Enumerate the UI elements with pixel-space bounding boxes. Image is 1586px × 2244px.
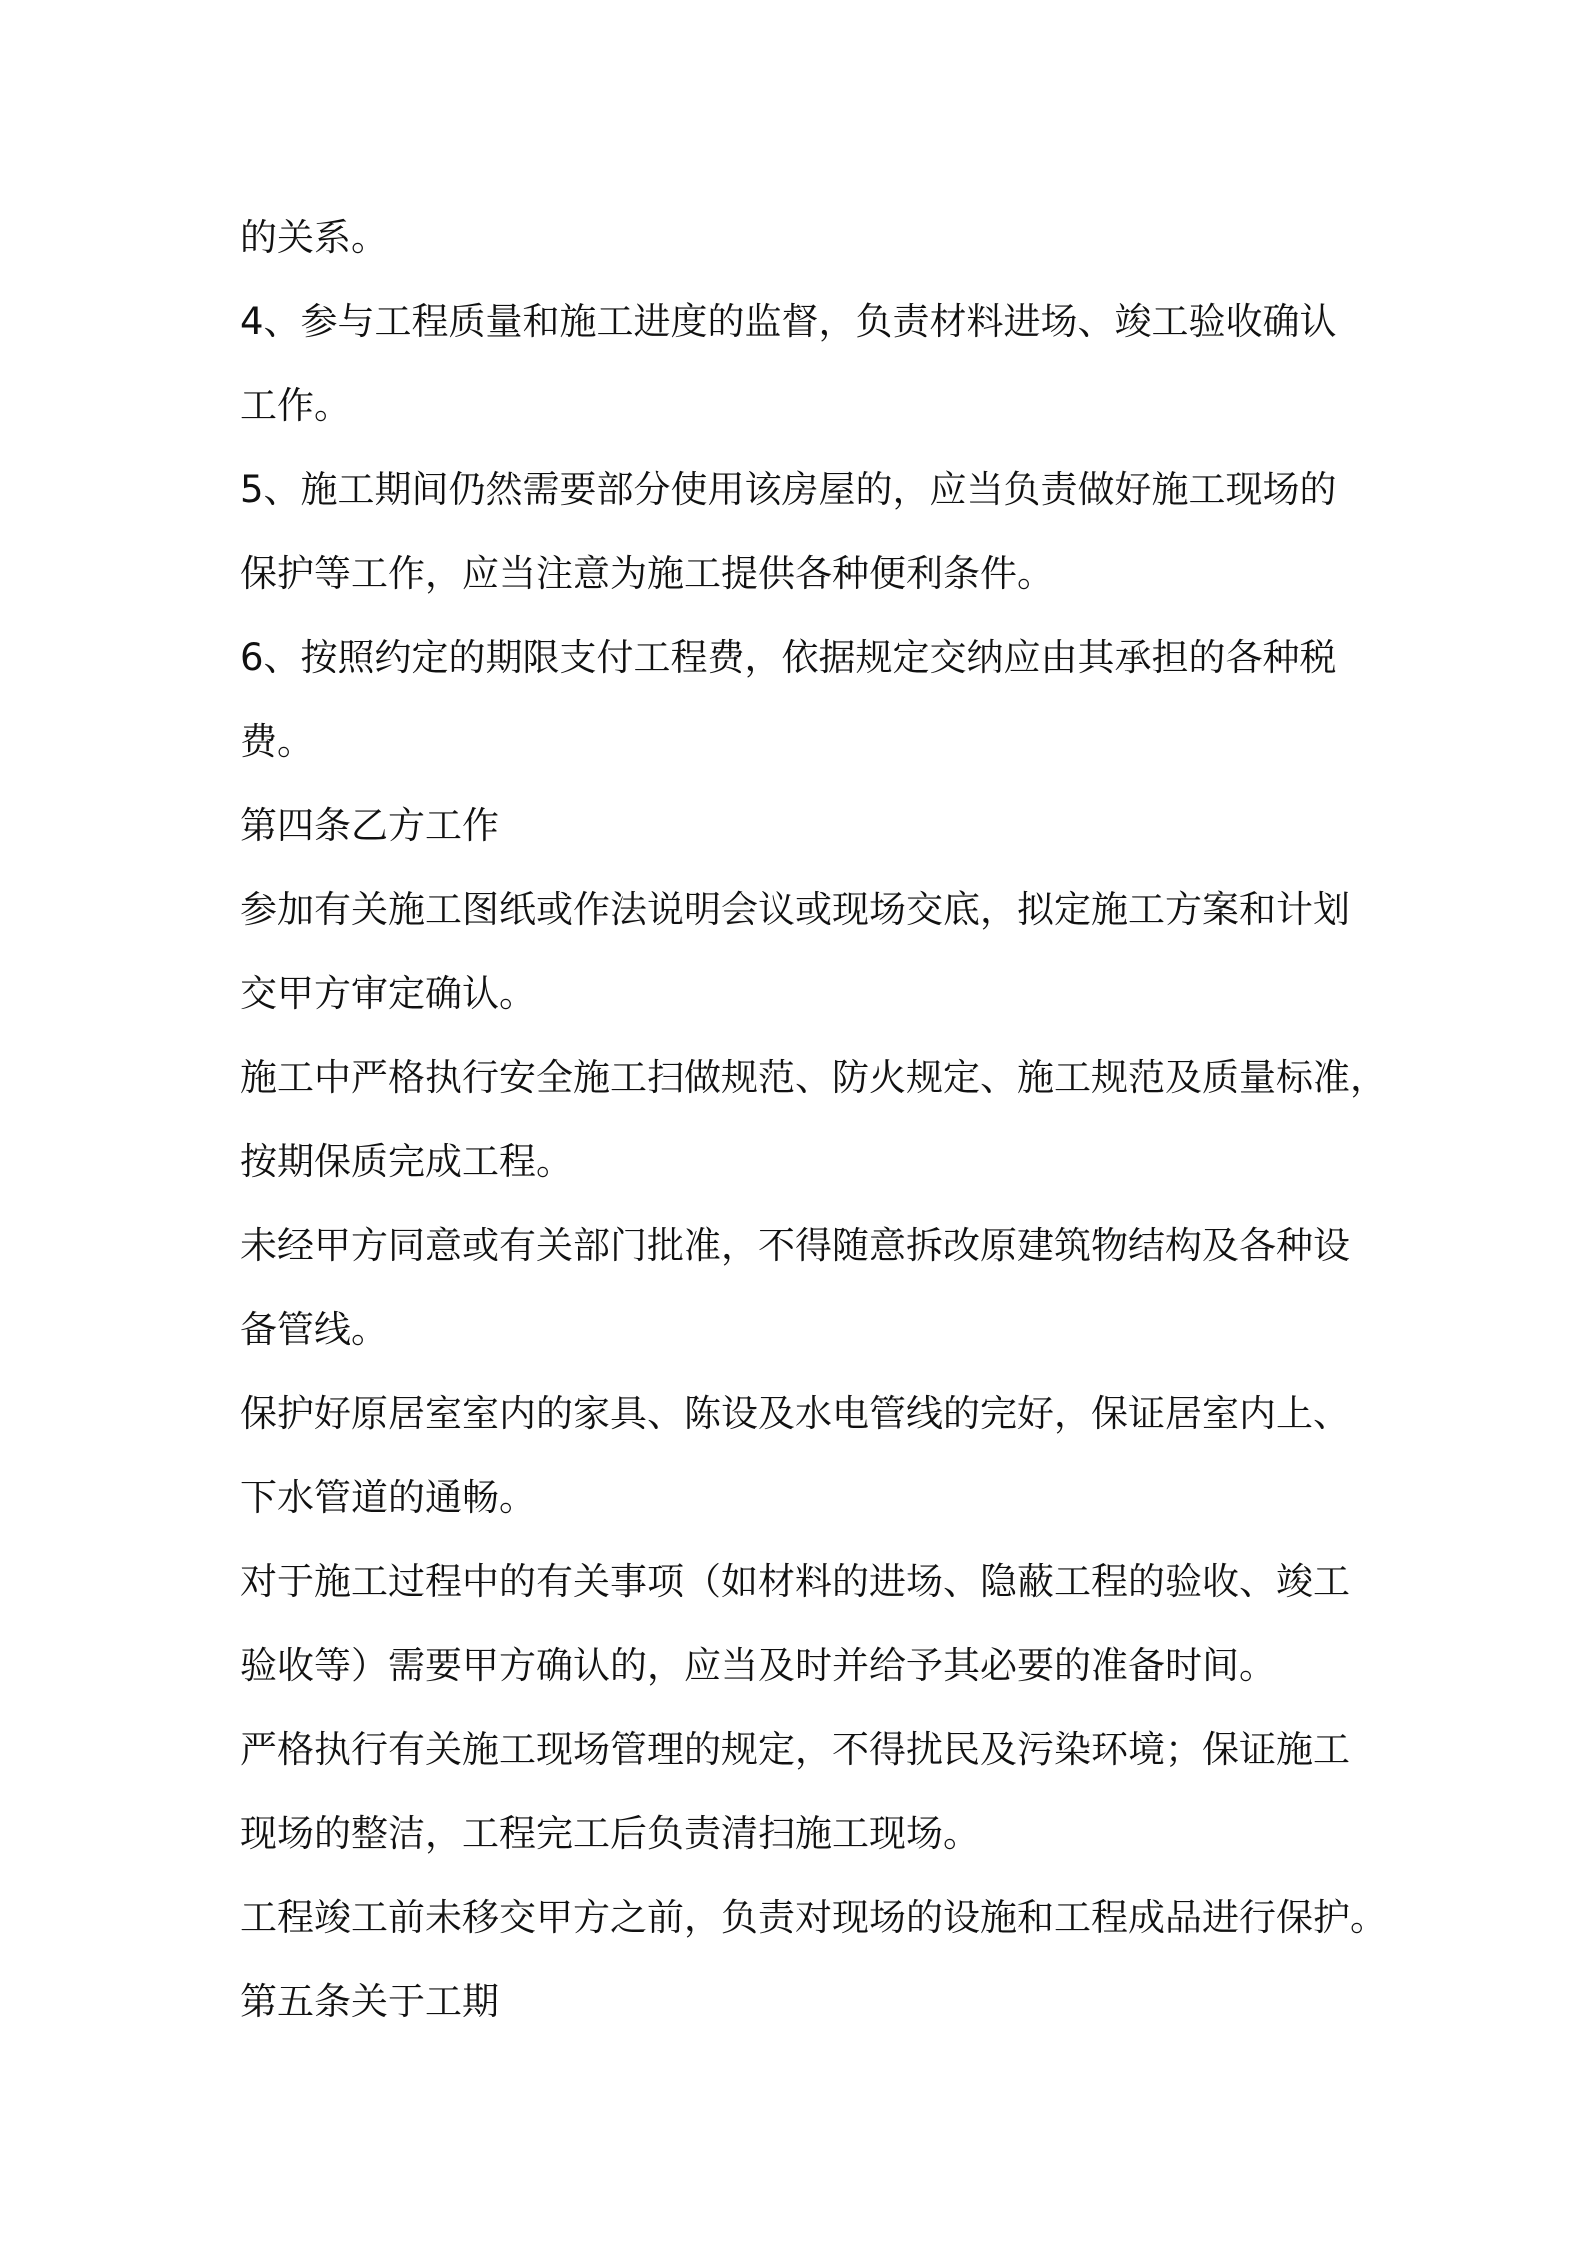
text-line: 施工中严格执行安全施工扫做规范、防火规定、施工规范及质量标准， [240, 1056, 1387, 1099]
document-body [240, 196, 1387, 2044]
text-line: 的关系。 [240, 216, 388, 259]
text-line: 按期保质完成工程。 [240, 1140, 573, 1183]
text-line: 保护等工作，应当注意为施工提供各种便利条件。 [240, 552, 1054, 595]
section-heading: 第五条关于工期 [240, 1980, 499, 2023]
text-line: 现场的整洁，工程完工后负责清扫施工现场。 [240, 1812, 980, 1855]
section-heading: 第四条乙方工作 [240, 804, 499, 847]
text-line: 备管线。 [240, 1308, 388, 1351]
text-line: 参加有关施工图纸或作法说明会议或现场交底，拟定施工方案和计划 [240, 888, 1350, 931]
text-line: 5、施工期间仍然需要部分使用该房屋的，应当负责做好施工现场的 [240, 468, 1337, 511]
text-line: 下水管道的通畅。 [240, 1476, 536, 1519]
text-line: 严格执行有关施工现场管理的规定，不得扰民及污染环境；保证施工 [240, 1728, 1350, 1771]
text-line: 对于施工过程中的有关事项（如材料的进场、隐蔽工程的验收、竣工 [240, 1560, 1350, 1603]
text-line: 4、参与工程质量和施工进度的监督，负责材料进场、竣工验收确认 [240, 300, 1337, 343]
text-line: 保护好原居室室内的家具、陈设及水电管线的完好，保证居室内上、 [240, 1392, 1350, 1435]
text-line: 6、按照约定的期限支付工程费，依据规定交纳应由其承担的各种税 [240, 636, 1337, 679]
text-line: 工程竣工前未移交甲方之前，负责对现场的设施和工程成品进行保护。 [240, 1896, 1387, 1939]
text-line: 验收等）需要甲方确认的，应当及时并给予其必要的准备时间。 [240, 1644, 1276, 1687]
text-line: 交甲方审定确认。 [240, 972, 536, 1015]
text-line: 未经甲方同意或有关部门批准，不得随意拆改原建筑物结构及各种设 [240, 1224, 1350, 1267]
text-line: 工作。 [240, 384, 351, 427]
text-line: 费。 [240, 720, 314, 763]
